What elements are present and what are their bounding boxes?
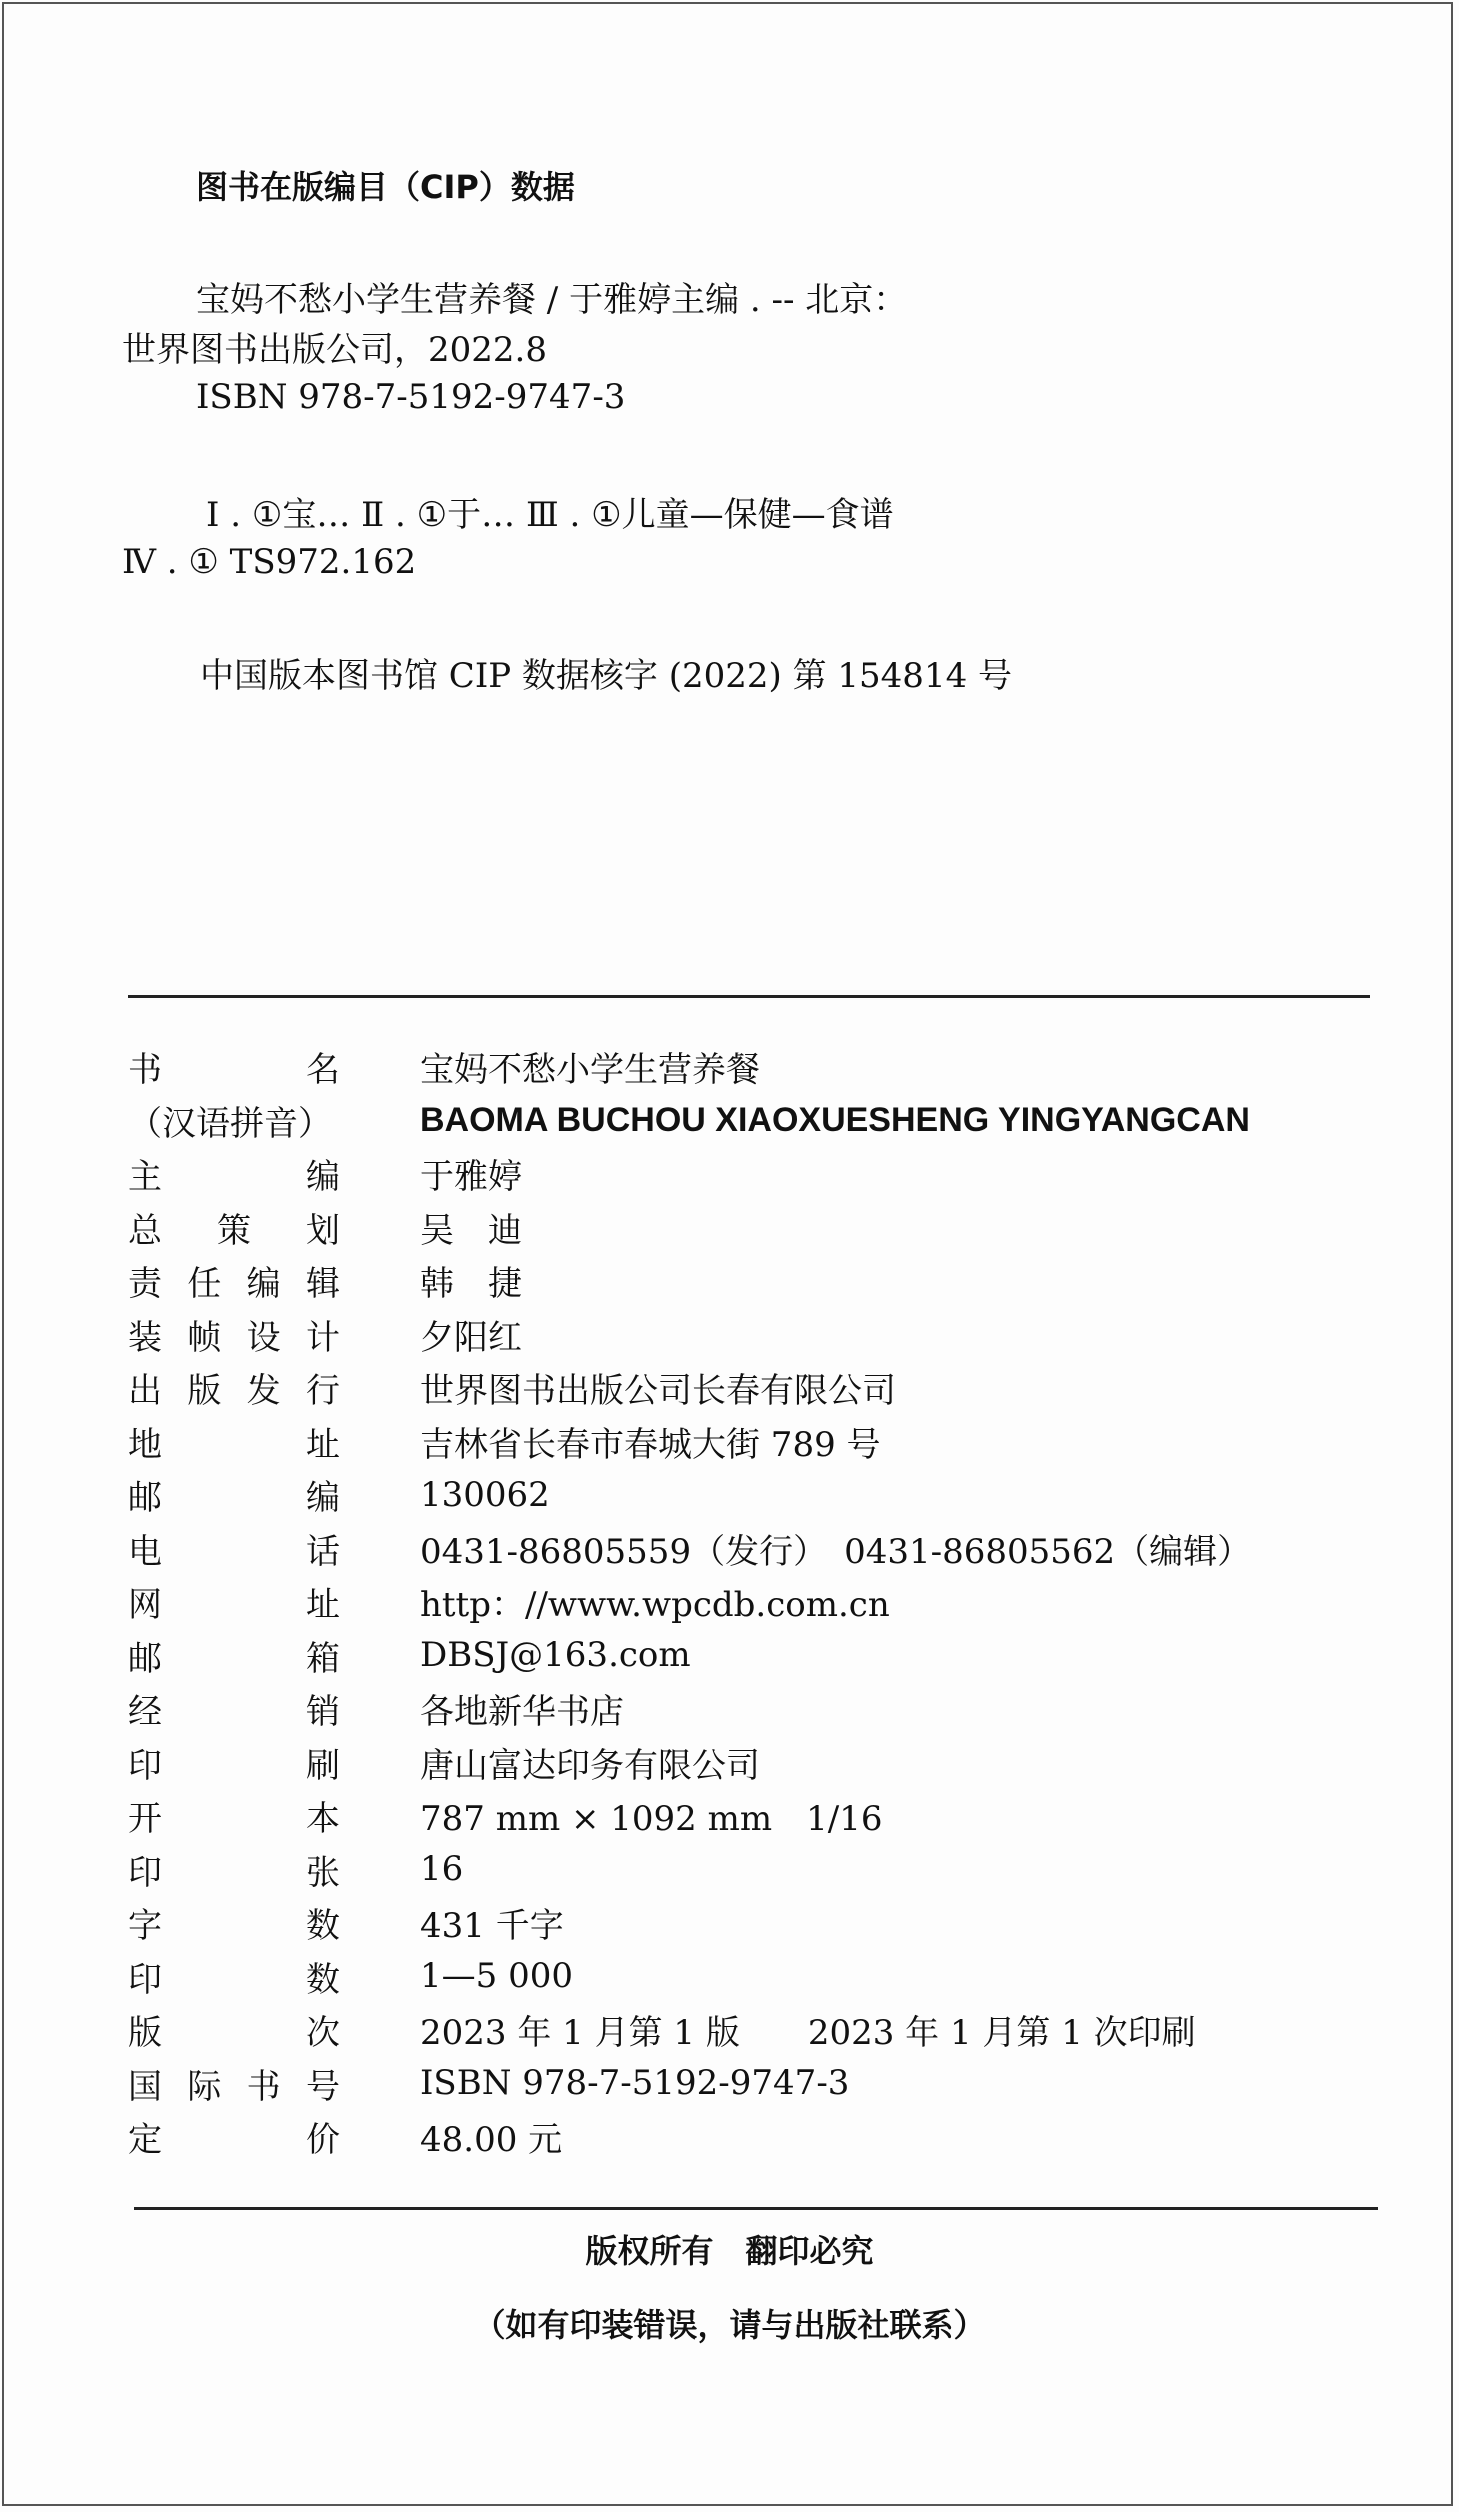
imprint-row	[128, 2110, 1378, 2164]
imprint-label-char: 址	[306, 1585, 340, 1626]
imprint-label	[128, 1256, 340, 1305]
imprint-label-char: 帧	[187, 1317, 222, 1358]
imprint-value: 各地新华书店	[420, 1692, 624, 1733]
imprint-label-char: 销	[306, 1692, 340, 1733]
imprint-row	[128, 1950, 1378, 2004]
imprint-value: 吉林省长春市春城大街 789 号	[420, 1424, 881, 1465]
imprint-label-char: 书	[128, 1050, 162, 1091]
imprint-label-char: 刷	[306, 1745, 340, 1786]
imprint-row	[128, 1682, 1378, 1736]
cip-isbn-line: ISBN 978-7-5192-9747-3	[196, 377, 626, 417]
imprint-label-char: 地	[128, 1424, 162, 1465]
imprint-label-char: 划	[306, 1210, 340, 1251]
imprint-label-char: 国	[128, 2066, 162, 2107]
imprint-label	[128, 1631, 340, 1680]
imprint-value: BAOMA BUCHOU XIAOXUESHENG YINGYANGCAN	[420, 1100, 1250, 1139]
imprint-row	[128, 1896, 1378, 1950]
imprint-row	[128, 1254, 1378, 1308]
imprint-row	[128, 1629, 1378, 1683]
imprint-row	[128, 1843, 1378, 1897]
imprint-label	[128, 1042, 340, 1091]
imprint-value: http：//www.wpcdb.com.cn	[420, 1585, 890, 1626]
imprint-label	[128, 1684, 340, 1733]
imprint-row	[128, 1308, 1378, 1362]
imprint-row	[128, 1522, 1378, 1576]
top-divider	[128, 995, 1370, 998]
imprint-label-char: （汉语拼音）	[128, 1103, 332, 1144]
imprint-label	[128, 2005, 340, 2054]
imprint-value: 宝妈不愁小学生营养餐	[420, 1050, 760, 1091]
imprint-label-char: 数	[306, 1959, 340, 2000]
imprint-label	[128, 1096, 340, 1145]
imprint-row	[128, 2057, 1378, 2111]
imprint-row	[128, 1094, 1378, 1148]
imprint-label-char: 名	[306, 1050, 340, 1091]
imprint-label	[128, 1524, 340, 1573]
imprint-label-char: 发	[246, 1371, 281, 1412]
imprint-label-char: 电	[128, 1531, 162, 1572]
imprint-value: 787 mm × 1092 mm 1/16	[420, 1799, 883, 1840]
cip-heading: 图书在版编目（CIP）数据	[196, 168, 575, 206]
imprint-label	[128, 1470, 340, 1519]
imprint-label-char: 计	[305, 1317, 340, 1358]
imprint-label-char: 本	[306, 1799, 340, 1840]
imprint-label-char: 网	[128, 1585, 162, 1626]
imprint-label-char: 策	[217, 1210, 251, 1251]
imprint-row	[128, 1468, 1378, 1522]
imprint-label-char: 张	[306, 1852, 340, 1893]
imprint-row	[128, 1415, 1378, 1469]
copyright-notice: 版权所有 翻印必究	[585, 2232, 874, 2270]
imprint-label-char: 价	[306, 2120, 340, 2161]
imprint-label	[128, 1738, 340, 1787]
imprint-label-char: 总	[128, 1210, 162, 1251]
imprint-label-char: 号	[305, 2066, 340, 2107]
imprint-value: 431 千字	[420, 1906, 564, 1947]
imprint-label-char: 印	[128, 1852, 162, 1893]
imprint-label	[128, 2112, 340, 2161]
imprint-value: 0431-86805559（发行） 0431-86805562（编辑）	[420, 1531, 1252, 1572]
cip-publisher-line: 世界图书出版公司，2022.8	[122, 330, 547, 370]
imprint-label-char: 次	[306, 2013, 340, 2054]
imprint-label	[128, 2059, 340, 2108]
imprint-label-char: 箱	[306, 1638, 340, 1679]
imprint-row	[128, 1361, 1378, 1415]
imprint-row	[128, 1789, 1378, 1843]
imprint-label-char: 邮	[128, 1638, 162, 1679]
imprint-value: 世界图书出版公司长春有限公司	[420, 1371, 896, 1412]
imprint-label-char: 邮	[128, 1478, 162, 1519]
imprint-label-char: 字	[128, 1906, 162, 1947]
cip-title-line: 宝妈不愁小学生营养餐 / 于雅婷主编 . -- 北京：	[196, 280, 908, 320]
imprint-label-char: 开	[128, 1799, 162, 1840]
imprint-label	[128, 1845, 340, 1894]
imprint-label-char: 设	[246, 1317, 281, 1358]
imprint-label-char: 行	[305, 1371, 340, 1412]
imprint-row	[128, 2003, 1378, 2057]
imprint-row	[128, 1147, 1378, 1201]
imprint-value: 2023 年 1 月第 1 版 2023 年 1 月第 1 次印刷	[420, 2013, 1196, 2054]
imprint-label	[128, 1577, 340, 1626]
imprint-value: DBSJ@163.com	[420, 1635, 691, 1676]
imprint-table	[128, 1040, 1378, 2164]
imprint-label-char: 出	[128, 1371, 162, 1412]
imprint-row	[128, 1201, 1378, 1255]
imprint-label-char: 话	[306, 1531, 340, 1572]
imprint-value: 16	[420, 1849, 464, 1890]
imprint-label-char: 编	[306, 1157, 340, 1198]
imprint-label-char: 数	[306, 1906, 340, 1947]
imprint-value: 130062	[420, 1474, 550, 1515]
imprint-label-char: 书	[246, 2066, 281, 2107]
imprint-label	[128, 1898, 340, 1947]
imprint-label-char: 印	[128, 1959, 162, 2000]
imprint-value: 韩 捷	[420, 1264, 522, 1305]
imprint-label-char: 装	[128, 1317, 162, 1358]
cip-class-number-line: Ⅳ . ① TS972.162	[122, 542, 417, 582]
imprint-label-char: 编	[246, 1264, 281, 1305]
imprint-value: 48.00 元	[420, 2120, 563, 2161]
cip-record-number-line: 中国版本图书馆 CIP 数据核字 (2022) 第 154814 号	[200, 656, 1013, 696]
bottom-divider	[134, 2207, 1378, 2210]
imprint-label	[128, 1791, 340, 1840]
imprint-label	[128, 1203, 340, 1252]
imprint-label-char: 任	[187, 1264, 222, 1305]
imprint-label-char: 责	[128, 1264, 162, 1305]
imprint-value: ISBN 978-7-5192-9747-3	[420, 2063, 850, 2104]
imprint-value: 吴 迪	[420, 1210, 522, 1251]
imprint-row	[128, 1575, 1378, 1629]
imprint-label	[128, 1417, 340, 1466]
imprint-label-char: 经	[128, 1692, 162, 1733]
imprint-value: 于雅婷	[420, 1157, 522, 1198]
imprint-label	[128, 1952, 340, 2001]
imprint-row	[128, 1040, 1378, 1094]
imprint-value: 唐山富达印务有限公司	[420, 1745, 760, 1786]
imprint-row	[128, 1736, 1378, 1790]
imprint-label-char: 版	[187, 1371, 222, 1412]
imprint-label	[128, 1310, 340, 1359]
imprint-label-char: 辑	[305, 1264, 340, 1305]
printing-error-notice: （如有印装错误，请与出版社联系）	[473, 2306, 986, 2344]
cip-classification-line: Ⅰ . ①宝… Ⅱ . ①于… Ⅲ . ①儿童—保健—食谱	[206, 495, 894, 535]
imprint-label-char: 定	[128, 2120, 162, 2161]
imprint-value: 夕阳红	[420, 1317, 522, 1358]
imprint-value: 1—5 000	[420, 1956, 573, 1997]
imprint-label-char: 版	[128, 2013, 162, 2054]
imprint-label	[128, 1363, 340, 1412]
imprint-label-char: 主	[128, 1157, 162, 1198]
imprint-label-char: 印	[128, 1745, 162, 1786]
imprint-label-char: 际	[187, 2066, 222, 2107]
imprint-label-char: 址	[306, 1424, 340, 1465]
imprint-label	[128, 1149, 340, 1198]
imprint-label-char: 编	[306, 1478, 340, 1519]
